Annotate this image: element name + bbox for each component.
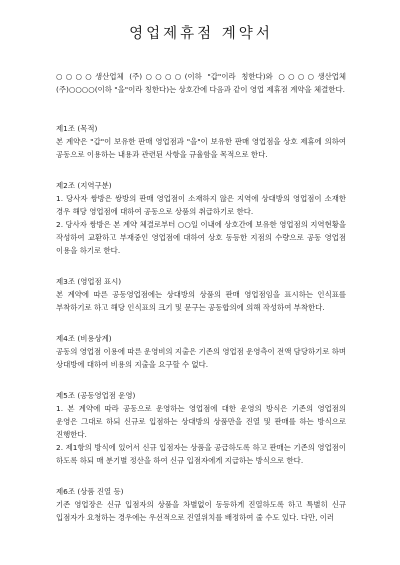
article-heading: 제5조 (공동영업점 운영) [56, 391, 136, 400]
article-paragraph: 공동의 영업점 이용에 따른 운영비의 지출은 기존의 영업점 운영측이 전액 담당하기로 하며 상대방에 대하여 비용의 지출을 요구할 수 없다. [56, 347, 347, 369]
article-4 [56, 332, 346, 371]
article-paragraph: 본 계약에 따른 공동영업점에는 상대방의 상품의 판매 영업점임을 표시하는 인식표를 부착하기로 하고 해당 인식표의 크기 및 문구는 공동합의에 의해 작성하여 부착한다. [56, 290, 346, 312]
document-title: 영업제휴점 계약서 [129, 26, 273, 42]
article-heading: 제6조 (상품 진열 등) [56, 487, 124, 496]
article-paragraph: 기존 영업장은 신규 입점자의 상품을 차별없이 동등하게 진열하도록 하고 특별히 신규 입점자가 요청하는 경우에는 우선적으로 진열위치를 배정하여 줄 수도 있다. 다만, 이러 [56, 500, 346, 522]
article-1 [56, 122, 346, 161]
article-5 [56, 389, 346, 467]
article-heading: 제3조 (영업점 표시) [56, 277, 122, 286]
article-paragraph: 2. 제1항의 방식에 있어서 신규 입점자는 상품을 공급하도록 하고 판매는 기존의 영업점이 하도록 하되 매 분기별 정산을 하여 신규 입점자에게 지급하는 방식으로 한다. [56, 443, 346, 465]
article-heading: 제1조 (목적) [56, 124, 98, 133]
article-heading: 제4조 (비용상계) [56, 334, 112, 343]
intro-paragraph: ○○○○생산업체 (주)○○○○(이하 "갑"이라 칭한다)와 ○○○○생산업체 (주)○○○○(이하 "을"이라 칭한다)는 상호간에 다음과 같이 영업 제휴점 계약을 체결한다. [56, 72, 346, 94]
article-heading: 제2조 (지역구분) [56, 181, 112, 190]
article-paragraph: 1. 당사자 쌍방은 쌍방의 판매 영업점이 소재하지 않은 지역에 상대방의 영업점이 소재한 경우 해당 영업점에 대하여 공동으로 상품의 취급하기로 한다. [56, 194, 346, 216]
article-3 [56, 275, 346, 314]
article-2 [56, 179, 346, 257]
article-paragraph: 1. 본 계약에 따라 공동으로 운영하는 영업점에 대한 운영의 방식은 기존의 영업점의 운영은 그대로 하되 신규로 입점하는 상대방의 상품만을 진열 및 판매를 하는 방식으로 진행한다. [56, 404, 346, 439]
article-6 [56, 485, 346, 524]
article-paragraph: 2. 당사자 쌍방은 본 계약 체결로부터 ○○일 이내에 상호간에 보유한 영업점의 지역현황을 작성하여 교환하고 부재중인 영업점에 대하여 상호 동등한 지점의 수량으로 공동 영업점 이용을 하기로 한다. [56, 220, 346, 255]
article-paragraph: 본 계약은 "갑"이 보유한 판매 영업점과 "을"이 보유한 판매 영업점을 상호 제휴에 의하여 공동으로 이용하는 내용과 관련된 사항을 규율함을 목적으로 한다. [56, 137, 346, 159]
